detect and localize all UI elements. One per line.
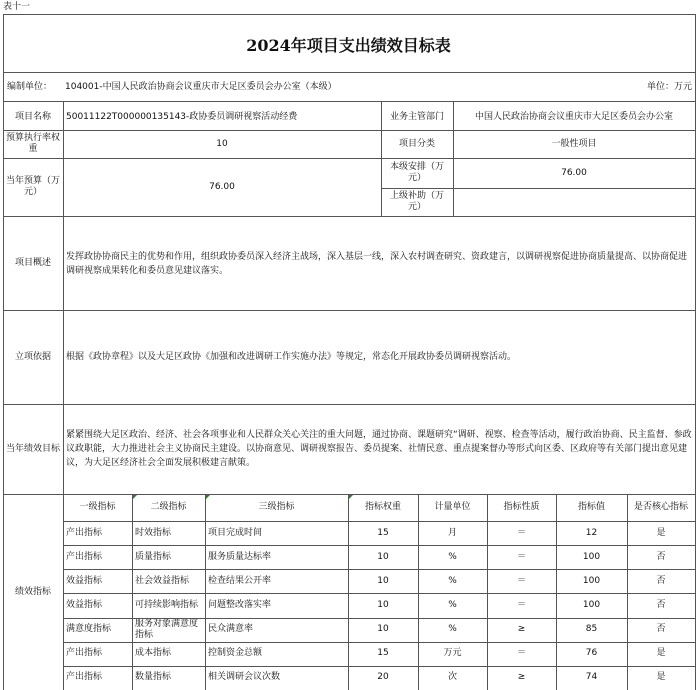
grid-line xyxy=(63,618,696,619)
grid-line xyxy=(453,101,454,216)
sheet-label: 表十一 xyxy=(3,1,31,12)
upper-subsidy-label: 上级补助（万元） xyxy=(389,191,444,212)
row-core-cell: 是 xyxy=(656,527,666,538)
grid-line xyxy=(348,494,349,690)
grid-line xyxy=(3,216,696,217)
row-unit-cell: % xyxy=(448,551,457,562)
row-weight-cell: 20 xyxy=(377,672,389,683)
row-level2-cell: 可持续影响指标 xyxy=(135,599,199,610)
basis-label: 立项依据 xyxy=(14,351,51,362)
row-nature-cell: ＝ xyxy=(516,575,526,586)
exec-weight-value: 10 xyxy=(216,138,228,149)
row-weight-cell: 10 xyxy=(377,575,389,586)
row-nature-cell: ＝ xyxy=(516,648,526,659)
row-level1-cell: 产出指标 xyxy=(66,551,103,562)
grid-line xyxy=(3,494,696,495)
row-level3-cell: 控制资金总额 xyxy=(208,648,263,659)
header-weight: 指标权重 xyxy=(364,502,401,512)
row-weight-cell: 15 xyxy=(377,527,389,538)
row-level3-cell: 相关调研会议次数 xyxy=(208,672,281,683)
category-value: 一般性项目 xyxy=(551,138,597,149)
overview-text: 发挥政协协商民主的优势和作用，组织政协委员深入经济主战场，深入基层一线，深入农村调查研究、资政建言，以调研视察促进协商质量提高、以协商促进调研视察成果转化和委员意见建议落实。 xyxy=(66,252,688,276)
row-value-cell: 100 xyxy=(582,599,601,610)
grid-line xyxy=(63,101,64,690)
row-weight-cell: 10 xyxy=(377,551,389,562)
unit-label: 单位：万元 xyxy=(646,81,692,92)
row-weight-cell: 15 xyxy=(377,648,389,659)
row-core-cell: 是 xyxy=(656,672,666,683)
grid-line xyxy=(205,494,206,690)
upper-subsidy-value xyxy=(453,188,695,216)
row-unit-cell: % xyxy=(448,599,457,610)
local-budget-label: 本级安排（万元） xyxy=(389,162,444,183)
row-level3-cell: 检查结果公开率 xyxy=(208,575,272,586)
comment-marker xyxy=(349,495,353,499)
row-value-cell: 74 xyxy=(585,672,598,683)
grid-line xyxy=(3,310,696,311)
local-budget-value: 76.00 xyxy=(561,167,587,178)
row-level1-cell: 满意度指标 xyxy=(66,624,112,635)
indicator-section-label: 绩效指标 xyxy=(14,586,51,597)
row-level1-cell: 产出指标 xyxy=(66,648,103,659)
grid-line xyxy=(381,188,696,189)
row-weight-cell: 10 xyxy=(377,599,389,610)
grid-line xyxy=(63,521,696,522)
row-core-cell: 否 xyxy=(656,551,666,562)
grid-line xyxy=(627,494,628,690)
row-level3-cell: 项目完成时间 xyxy=(208,527,263,538)
grid-line xyxy=(418,494,419,690)
header-value: 指标值 xyxy=(577,502,605,512)
grid-line xyxy=(3,72,696,73)
comment-marker xyxy=(206,495,210,499)
header-level2: 二级指标 xyxy=(150,502,187,512)
goal-label: 当年绩效目标 xyxy=(6,443,61,454)
row-value-cell: 85 xyxy=(585,624,598,635)
row-level2-cell: 质量指标 xyxy=(135,551,172,562)
overview-label: 项目概述 xyxy=(14,257,51,268)
header-nature: 指标性质 xyxy=(503,502,540,512)
row-level1-cell: 效益指标 xyxy=(66,575,103,586)
row-unit-cell: 月 xyxy=(447,527,457,538)
grid-line xyxy=(63,642,696,643)
row-nature-cell: ≥ xyxy=(517,672,526,683)
goal-text: 紧紧围绕大足区政治、经济、社会各项事业和人民群众关心关注的重大问题，通过协商、课题研究“调研、视察、检查等活动，履行政治协商、民主监督、参政议政职能，大力推进社会主义协商民主建设。以协商意见、调研视察报告、委员提案、社情民意、重点提案督办等形式向区委、区政府等有关部门提出意见建议，为大足区经济社会全面发展积极建言献策。 xyxy=(66,430,692,468)
row-level3-cell: 民众满意率 xyxy=(208,624,254,635)
grid-line xyxy=(556,494,557,690)
org-label: 编制单位： xyxy=(7,81,53,92)
row-nature-cell: ＝ xyxy=(516,527,526,538)
row-level2-cell: 社会效益指标 xyxy=(135,575,190,586)
grid-line xyxy=(3,158,696,159)
header-unit: 计量单位 xyxy=(434,502,471,512)
grid-line xyxy=(3,130,696,131)
row-core-cell: 否 xyxy=(656,575,666,586)
grid-line xyxy=(487,494,488,690)
grid-line xyxy=(3,14,4,690)
comment-marker xyxy=(133,495,137,499)
row-unit-cell: % xyxy=(448,624,457,635)
page-title: 2024年项目支出绩效目标表 xyxy=(246,35,451,55)
row-core-cell: 是 xyxy=(656,648,666,659)
row-level3-cell: 服务质量达标率 xyxy=(208,551,272,562)
grid-line xyxy=(132,494,133,690)
row-level2-cell: 成本指标 xyxy=(135,648,172,659)
grid-line xyxy=(63,569,696,570)
grid-line xyxy=(63,593,696,594)
row-unit-cell: 万元 xyxy=(443,648,462,659)
row-level2-cell: 时效指标 xyxy=(135,527,172,538)
header-level1: 一级指标 xyxy=(79,502,116,512)
grid-line xyxy=(63,666,696,667)
grid-line xyxy=(3,404,696,405)
row-nature-cell: ＝ xyxy=(516,599,526,610)
dept-label: 业务主管部门 xyxy=(389,111,444,122)
project-name-value: 50011122T000000135143-政协委员调研视察活动经费 xyxy=(66,111,298,122)
org-value: 104001-中国人民政治协商会议重庆市大足区委员会办公室（本级） xyxy=(65,81,337,92)
row-level1-cell: 效益指标 xyxy=(66,599,103,610)
row-nature-cell: ＝ xyxy=(516,551,526,562)
category-label: 项目分类 xyxy=(398,138,435,149)
grid-line xyxy=(3,14,696,15)
grid-line xyxy=(63,545,696,546)
row-level2-cell: 服务对象满意度指标 xyxy=(135,618,199,640)
row-unit-cell: % xyxy=(448,575,457,586)
row-level3-cell: 问题整改落实率 xyxy=(208,599,272,610)
row-value-cell: 100 xyxy=(582,575,601,586)
grid-line xyxy=(695,14,696,690)
row-level1-cell: 产出指标 xyxy=(66,527,103,538)
row-value-cell: 100 xyxy=(582,551,601,562)
dept-value: 中国人民政治协商会议重庆市大足区委员会办公室 xyxy=(474,111,673,122)
row-value-cell: 12 xyxy=(585,527,598,538)
grid-line xyxy=(3,101,696,102)
row-weight-cell: 10 xyxy=(377,624,389,635)
exec-weight-label: 预算执行率权重 xyxy=(6,133,61,154)
header-level3: 三级指标 xyxy=(258,502,295,512)
project-name-label: 项目名称 xyxy=(14,111,51,122)
row-level2-cell: 数量指标 xyxy=(135,672,172,683)
header-core: 是否核心指标 xyxy=(633,502,688,512)
row-unit-cell: 次 xyxy=(447,672,457,683)
budget-value: 76.00 xyxy=(209,181,235,192)
budget-label: 当年预算（万元） xyxy=(6,176,61,197)
row-core-cell: 否 xyxy=(656,599,666,610)
row-core-cell: 否 xyxy=(656,624,666,635)
row-level1-cell: 产出指标 xyxy=(66,672,103,683)
row-nature-cell: ≥ xyxy=(517,624,526,635)
basis-text: 根据《政协章程》以及大足区政协《加强和改进调研工作实施办法》等规定，常态化开展政协委员调研视察活动。 xyxy=(66,351,517,362)
grid-line xyxy=(381,101,382,216)
row-value-cell: 76 xyxy=(585,648,598,659)
